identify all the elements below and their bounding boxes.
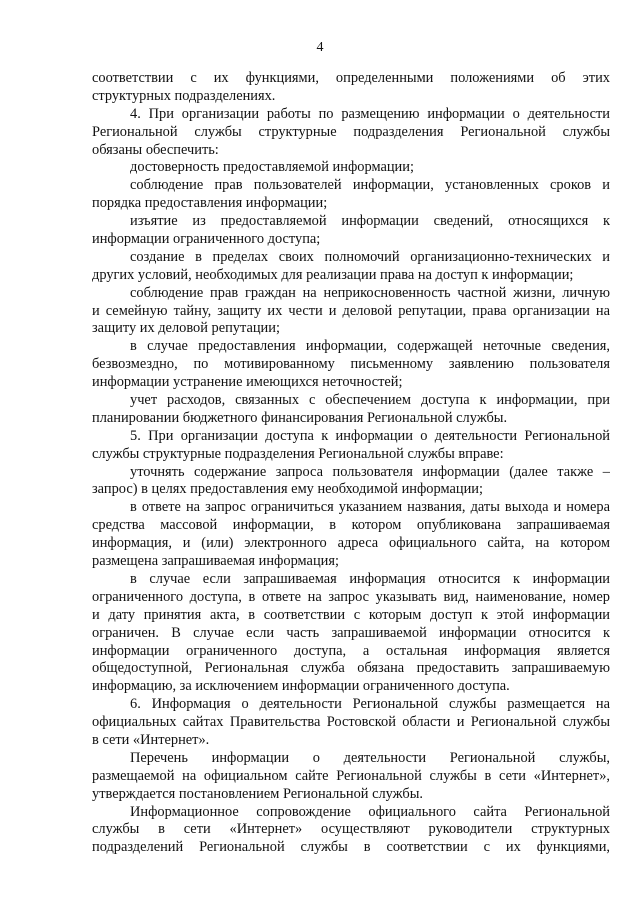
text-line: официальных сайтах Правительства Ростовской области и Региональной службы — [92, 714, 610, 731]
text-line: 6. Информация о деятельности Региональной службы размещается на — [130, 696, 610, 713]
text-line: Перечень информации о деятельности Региональной службы, — [130, 749, 610, 766]
text-line: безвозмездно, по мотивированному письменному заявлению пользователя — [92, 356, 610, 373]
text-line: порядка предоставления информации; — [92, 195, 328, 212]
text-line: размещена запрашиваемая информация; — [92, 553, 339, 570]
text-line: Информационное сопровождение официального сайта Региональной — [130, 803, 610, 820]
text-line: Региональной службы структурные подразделения Региональной службы — [92, 123, 610, 140]
text-line: 5. При организации доступа к информации о деятельности Региональной — [130, 427, 610, 444]
text-line: учет расходов, связанных с обеспечением доступа к информации, при — [130, 392, 610, 409]
text-line: информации устранение имеющихся неточностей; — [92, 374, 403, 391]
text-line: структурных подразделениях. — [92, 87, 276, 104]
text-line: планировании бюджетного финансирования Региональной службы. — [92, 409, 508, 426]
text-line: утверждается постановлением Региональной службы. — [92, 785, 424, 802]
text-line: в ответе на запрос ограничиться указанием названия, даты выхода и номера — [130, 499, 610, 516]
text-line: уточнять содержание запроса пользователя информации (далее также – — [130, 463, 610, 480]
text-line: ограничен. В случае если часть запрашиваемой информации относится к — [92, 624, 610, 641]
text-line: и семейную тайну, защиту их чести и деловой репутации, права организации на — [92, 302, 610, 319]
text-line: соблюдение прав граждан на неприкосновенность частной жизни, личную — [130, 284, 610, 301]
text-line: обязаны обеспечить: — [92, 141, 219, 158]
text-line: достоверность предоставляемой информации; — [130, 159, 414, 176]
document-body — [92, 70, 610, 857]
text-line: в сети «Интернет». — [92, 731, 210, 748]
text-line: службы структурные подразделения Региональной службы вправе: — [92, 445, 504, 462]
text-line: ограниченного доступа, в ответе на запрос указывать вид, наименование, номер — [92, 588, 610, 605]
text-line: подразделений Региональной службы в соответствии с их функциями, — [92, 839, 610, 856]
text-line: информации ограниченного доступа, а остальная информация является — [92, 642, 610, 659]
text-line: в случае предоставления информации, содержащей неточные сведения, — [130, 338, 610, 355]
text-line: запрос) в целях предоставления ему необходимой информации; — [92, 481, 483, 498]
text-line: информация, и (или) электронного адреса официального сайта, на котором — [92, 535, 610, 552]
text-line: службы в сети «Интернет» осуществляют руководители структурных — [92, 821, 610, 838]
text-line: средства массовой информации, в котором опубликована запрашиваемая — [92, 517, 610, 534]
text-line: и дату принятия акта, в соответствии с которым доступ к этой информации — [92, 606, 610, 623]
text-line: информацию, за исключением информации ограниченного доступа. — [92, 678, 510, 695]
text-line: соответствии с их функциями, определенными положениями об этих — [92, 70, 610, 86]
text-line: информации ограниченного доступа; — [92, 231, 321, 248]
text-line: общедоступной, Региональная служба обязана предоставить запрашиваемую — [92, 660, 610, 677]
page-number: 4 — [316, 40, 324, 55]
text-line: соблюдение прав пользователей информации, установленных сроков и — [130, 177, 610, 194]
text-line: изъятие из предоставляемой информации сведений, относящихся к — [130, 213, 610, 230]
text-line: создание в пределах своих полномочий организационно-технических и — [130, 248, 610, 265]
text-line: защиту их деловой репутации; — [92, 320, 280, 337]
text-line: размещаемой на официальном сайте Региональной службы в сети «Интернет», — [92, 767, 610, 784]
text-line: 4. При организации работы по размещению информации о деятельности — [130, 105, 610, 122]
text-line: других условий, необходимых для реализации права на доступ к информации; — [92, 266, 574, 283]
text-line: в случае если запрашиваемая информация относится к информации — [130, 570, 610, 587]
